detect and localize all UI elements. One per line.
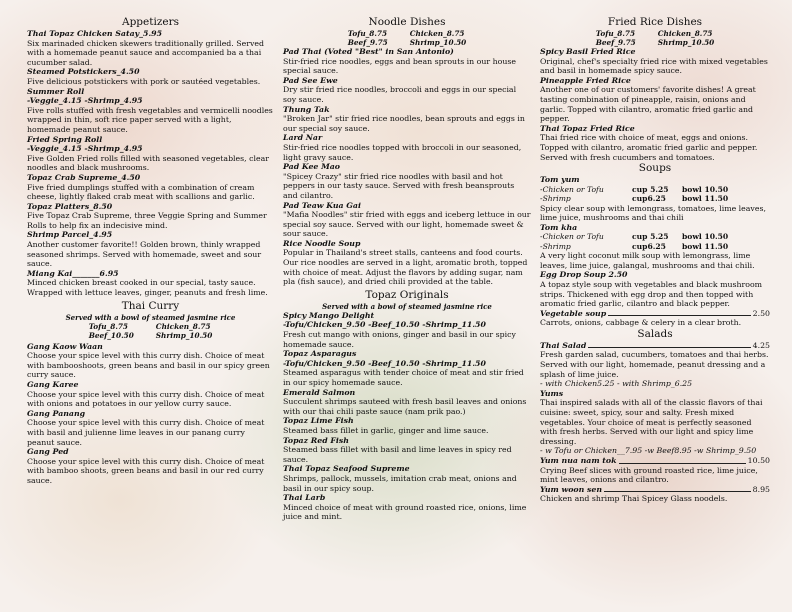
item-name: Pad Kee Mao [283,162,340,172]
price-shrimp: Shrimp_10.50 [155,330,213,340]
item-desc: Chicken and shrimp Thai Spicey Glass noodels. [540,494,728,504]
item-name: Pineapple Fried Rice [540,75,631,85]
appetizers-heading: Appetizers [122,16,179,28]
salad-thai [540,341,770,389]
soup-cup-price: cup 5.25 [632,232,669,242]
soup-vegetable [540,309,770,328]
item-price: 8.95 [752,484,770,494]
item-name: Gang Kaow Waan [27,341,103,351]
item-desc: "Mafia Noodles" stir fried with eggs and iceberg lettuce in our special soy sauce. Served with our light, homemade sweet & sour sauce. [283,210,531,239]
item-desc: Five fried dumplings stuffed with a combination of cream cheese, lightly flaked crab meat with scallions and garlic. [27,182,255,202]
item-name: Yum nua nam tok [540,456,617,465]
soup-option: -Chicken or Tofu [540,232,604,242]
item-name: Tom kha [540,222,578,232]
soup-option: -Shrimp [540,194,571,204]
price-tofu: Tofu_8.75 [595,29,636,38]
price-chicken: Chicken_8.75 [155,321,211,331]
item-desc: Another one of our customers' favorite dishes! A great tasting combination of pineapple, raisin, onions and garlic. Topped with cilantro, aromatic fried garlic and pepper. [540,85,756,124]
soup-price-table [540,232,770,251]
item-name: Gang Karee [27,380,79,389]
menu-item [540,76,770,124]
leader-line [604,491,751,492]
item-desc: Fresh garden salad, cucumbers, tomatoes and thai herbs. Served with our light, homemade, peanut dressing and a splash of lime juice. [540,350,769,379]
item-price: 2.50 [752,308,770,318]
curry-prices [27,322,274,340]
item-desc: Five rolls stuffed with fresh vegetables and vermicelli noodles wrapped in thin, soft rice paper served with a light, homemade peanut sauce. [27,105,273,134]
fried-rice-prices [540,29,770,47]
menu-item [540,124,770,162]
item-name: Gang Panang [27,408,86,418]
item-desc: Fresh cut mango with onions, ginger and basil in our spicy homemade sauce. [283,330,516,349]
item-name: Topaz Platters_8.50 [27,201,113,211]
price-chicken: Chicken_8.75 [409,29,465,38]
item-desc: Shrimps, pallock, mussels, imitation crab meat, onions and basil in our spicy soup. [283,473,517,493]
column-left [27,16,274,486]
soup-option: -Shrimp [540,241,571,251]
item-price: -Veggie_4.15 -Shrimp_4.95 [27,144,143,154]
menu-item [283,239,531,287]
item-desc: Thai fried rice with choice of meat, eggs and onions. Topped with cilantro, aromatic fried garlic and pepper. Served with fresh cucumbers and tomatoes. [540,133,758,162]
item-name: Thai Topaz Chicken Satay_5.95 [27,29,163,38]
item-name: Vegetable soup [540,308,607,318]
item-options: - w Tofu or Chicken__7.95 -w Beef8.95 -w Shrimp_9.50 [540,446,757,456]
price-chicken: Chicken_8.75 [657,29,713,38]
item-name: Thai Topaz Seafood Supreme [283,464,410,474]
menu-item [27,342,274,380]
salad-yum-nua [540,456,770,485]
item-name: Topaz Red Fish [283,435,349,445]
menu-item [27,29,274,67]
item-options: - with Chicken5.25 - with Shrimp_6.25 [540,379,693,389]
salads-heading: Salads [637,327,673,340]
noodles-prices [283,29,531,47]
item-name: Thai Salad [540,340,587,350]
menu-item [27,380,274,409]
menu-item [283,105,531,134]
item-name-row [540,341,770,351]
price-beef: Beef_9.75 [595,38,636,47]
soup-bowl-price: bowl 11.50 [682,194,729,204]
leader-line [608,315,750,316]
item-name: Pad Thai (Voted "Best" in San Antonio) [283,47,454,56]
leader-line [588,347,750,348]
item-price: -Tofu/Chicken_9.50 -Beef_10.50 -Shrimp_11.50 [283,320,486,330]
item-desc: Steamed bass fillet with basil and lime leaves in spicy red sauce. [283,445,512,464]
curry-heading: Thai Curry [121,299,180,312]
item-desc: A very light coconut milk soup with lemongrass, lime leaves, lime juice, galangal, mushrooms and thai chili. [540,251,755,270]
menu-item [27,409,274,447]
originals-subtitle: Served with a bowl of steamed jasmine rice [322,301,492,311]
item-desc: A topaz style soup with vegetables and black mushroom strips. Thickened with egg drop and then topped with aromatic fried garlic, cilantro and black pepper. [540,279,763,309]
item-name: Yum woon sen [540,484,603,494]
soup-option: -Chicken or Tofu [540,184,604,194]
soup-price-table [540,185,770,204]
item-price: 4.25 [752,340,770,350]
item-desc: Choose your spice level with this curry dish. Choice of meat with bamboo shoots, green beans and basil in our red curry sauce. [27,456,265,485]
soup-bowl-price: bowl 11.50 [682,241,729,251]
price-beef: Beef_9.75 [347,38,388,47]
menu-item [27,230,274,268]
item-desc: Six marinaded chicken skewers traditionally grilled. Served with a homemade peanut sauce and accompanied ba a thai cucumber salad. [27,38,264,67]
item-name: Lard Nar [283,133,323,143]
menu-item [283,162,531,200]
item-desc: Five delicious potstickers with pork or sautéed vegetables. [27,76,261,86]
item-desc: Steamed bass fillet in garlic, ginger and lime sauce. [283,425,489,435]
item-name-row [540,485,770,495]
item-name: Thai Topaz Fried Rice [540,123,635,133]
item-price: -Veggie_4.15 -Shrimp_4.95 [27,96,143,106]
menu-item [27,87,274,135]
item-name: Pad See Ewe [283,75,338,85]
menu-item [27,135,274,173]
fried-rice-heading: Fried Rice Dishes [607,16,703,28]
menu-item [283,133,531,162]
item-desc: Crying Beef slices with ground roasted rice, lime juice, mint leaves, onions and cilantro. [540,465,758,485]
item-name: Yums [540,388,564,398]
item-name: Shrimp Parcel_4.95 [27,230,113,240]
menu-item [27,202,274,231]
curry-subtitle: Served with a bowl of steamed jasmine rice [65,312,236,322]
soup-cup-price: cup 5.25 [632,184,669,194]
item-name: Thai Larb [283,493,326,503]
item-desc: Thai inspired salads with all of the classic flavors of thai cuisine: sweet, spicy, sour and salty. Fresh mixed vegetables. Your choice of meat is perfectly seasoned with fresh herbs. Served with our light and spicy lime dressing. [540,398,763,446]
menu-item [27,67,274,86]
item-name: Miang Kai_______6.95 [27,268,119,278]
item-name: Thung Tak [283,104,330,114]
menu-item [283,349,531,387]
item-desc: Carrots, onions, cabbage & celery in a clear broth. [540,318,742,328]
noodles-heading: Noodle Dishes [368,16,446,28]
column-middle [283,16,531,522]
soup-cup-price: cup6.25 [632,194,666,204]
item-name: Spicy Mango Delight [283,310,375,320]
soup-tom-yum [540,175,770,223]
appetizers-list [27,29,274,298]
item-desc: Minced choice of meat with ground roasted rice, onions, lime juice and mint. [283,502,527,522]
price-beef: Beef_10.50 [88,330,134,340]
menu-item [283,76,531,105]
item-name: Gang Ped [27,447,69,457]
item-desc: Choose your spice level with this curry dish. Choice of meat with bambooshoots, green beans and basil in our spicy green curry sauce. [27,351,270,380]
salad-yum-woon [540,485,770,504]
soup-bowl-price: bowl 10.50 [682,184,729,194]
item-desc: Popular in Thailand's street stalls, canteens and food courts. Our rice noodles are served in a light, aromatic broth, topped with choice of meat. Adjust the flavors by adding sugar, nam pla (fish sauce), and dried chili provided at the table. [283,248,528,287]
item-desc: Five Golden Fried rolls filled with seasoned vegetables, clear noodles and black mushrooms. [27,153,269,173]
item-name: Pad Teaw Kua Gai [283,200,361,210]
menu-item [283,436,531,465]
menu-item [283,201,531,239]
column-right [540,16,770,504]
soup-egg-drop [540,270,770,308]
originals-heading: Topaz Originals [365,288,449,301]
item-desc: Choose your spice level with this curry dish. Choice of meat with onions and potatoes in our yellow curry sauce. [27,389,265,409]
item-name: Emerald Salmon [283,387,356,397]
item-name: Topaz Lime Fish [283,416,354,426]
item-name-row [540,309,770,319]
item-desc: Minced chicken breast cooked in our special, tasty sauce. Wrapped with lettuce leaves, ginger, peanuts and fresh lime. [27,278,268,298]
item-desc: Five Topaz Crab Supreme, three Veggie Spring and Summer Rolls to help fix an indecisive mind. [27,211,267,230]
menu-item [283,311,531,349]
item-desc: Dry stir fried rice noodles, broccoli and eggs in our special soy sauce. [283,85,517,104]
item-desc: "Spicey Crazy" stir fried rice noodles with basil and hot peppers in our tasty sauce. Served with fresh beansprouts and cilantro. [283,171,515,200]
item-desc: Original, chef's specialty fried rice with mixed vegetables and basil in homemade spicy sauce. [540,56,768,76]
soups-heading: Soups [638,162,672,175]
item-name: Topaz Crab Supreme_4.50 [27,172,141,182]
price-shrimp: Shrimp_10.50 [409,38,467,47]
menu-item [27,269,274,298]
item-name-row [540,456,770,466]
menu-item [283,464,531,493]
menu-item [283,47,531,76]
menu-item [283,493,531,522]
item-desc: Another customer favorite!! Golden brown, thinly wrapped seasoned shrimps. Served with homemade, sweet and sour sauce. [27,240,262,269]
item-name: Fried Spring Roll [27,134,103,144]
price-tofu: Tofu_8.75 [347,29,388,38]
menu-item [27,173,274,202]
menu-item [283,388,531,417]
soup-bowl-price: bowl 10.50 [682,232,729,242]
salad-yums [540,389,770,456]
item-name: Steamed Potstickers_4.50 [27,67,140,77]
item-price: -Tofu/Chicken_9.50 -Beef_10.50 -Shrimp_11.50 [283,358,486,368]
item-desc: "Broken Jar" stir fried rice noodles, bean sprouts and eggs in our special soy sauce. [283,114,525,133]
soup-cup-price: cup6.25 [632,241,666,251]
price-tofu: Tofu_8.75 [88,321,129,331]
item-desc: Choose your spice level with this curry dish. Choice of meat with basil and julienne lime leaves in our panang curry peanut sauce. [27,418,265,447]
item-desc: Stir-fried rice noodles topped with broccoli in our seasoned, light gravy sauce. [283,142,522,162]
leader-line [619,463,746,464]
item-desc: Spicy clear soup with lemongrass, tomatoes, lime leaves, lime juice, mushrooms and thai chili [540,203,766,223]
item-desc: Stir-fried rice noodles, eggs and bean sprouts in our house special sauce. [283,56,516,76]
item-name: Summer Roll [27,86,85,96]
item-price: 10.50 [747,456,770,465]
item-name: Topaz Asparagus [283,349,357,359]
soup-tom-kha [540,223,770,271]
menu-item [283,416,531,435]
menu-item [540,47,770,76]
price-shrimp: Shrimp_10.50 [657,38,715,47]
item-name: Spicy Basil Fried Rice [540,47,636,56]
item-name: Egg Drop Soup 2.50 [540,270,628,280]
item-desc: Succulent shrimps sauteed with fresh basil leaves and onions with our thai chili paste sauce (nam prik pao.) [283,397,527,416]
item-name: Rice Noodle Soup [283,238,361,248]
menu-item [27,447,274,485]
item-desc: Steamed asparagus with tender choice of meat and stir fried in our spicy homemade sauce. [283,368,524,387]
item-name: Tom yum [540,175,580,185]
